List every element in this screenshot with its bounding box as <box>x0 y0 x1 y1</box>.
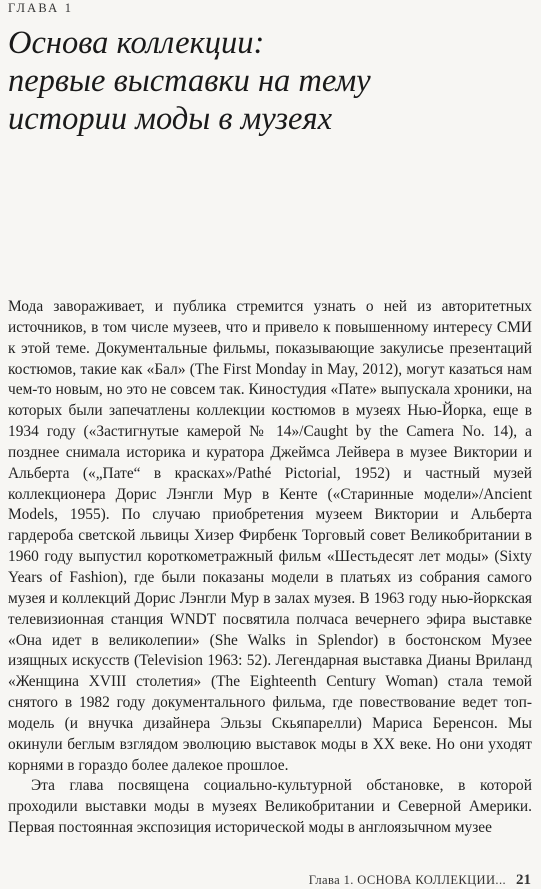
page-footer <box>309 872 531 889</box>
chapter-title-line: первые выставки на тему <box>8 63 371 99</box>
chapter-title <box>8 24 538 138</box>
body-text <box>8 297 532 839</box>
paragraph: Эта глава посвящена социально-культурной обстановке, в которой проходили выставки моды в музеях Великобритании и Северной Америки. Первая постоянная экспозиция исторической моды в англоязычном музее <box>8 777 532 837</box>
chapter-label: ГЛАВА 1 <box>8 1 74 15</box>
page-number: 21 <box>516 872 531 888</box>
paragraph: Мода завораживает, и публика стремится узнать о ней из авторитетных источников, в том числе музеев, что и привело к повышенному интересу СМИ к этой теме. Документальные фильмы, показывающие закулисье презентаций костюмов, такие как «Бал» (The First Monday in May, 2012), могут казаться нам чем-то новым, но это не совсем так. Киностудия «Пате» выпускала хроники, на которых были запечатлены коллекции костюмов в музеях Нью-Йорка, еще в 1934 году («Застигнутые камерой № 14»/Caught by the Camera No. 14), а позднее снимала историка и куратора Джеймса Лейвера в музее Виктории и Альберта («„Пате“ в красках»/Pathé Pictorial, 1952) и частный музей коллекционера Дорис Лэнгли Мур в Кенте («Старинные модели»/Ancient Models, 1955). По случаю приобретения музеем Виктории и Альберта гардероба светской львицы Хизер Фирбенк Торговый совет Великобритании в 1960 году выпустил короткометражный фильм «Шестьдесят лет моды» (Sixty Years of Fashion), где были показаны модели в платьях из собрания самого музея и коллекций Дорис Лэнгли Мур в залах музея. В 1963 году нью-йоркская телевизионная станция WNDT посвятила полчаса вечернего эфира выставке «Она идет в великолепии» (She Walks in Splendor) в бостонском Музее изящных искусств (Television 1963: 52). Легендарная выставка Дианы Вриланд «Женщина XVIII столетия» (The Eighteenth Century Woman) стала темой снятого в 1982 году документального фильма, где повествование ведет топ-модель (и внучка дизайнера Эльзы Скьяпарелли) Мариса Беренсон. Мы окинули беглым взглядом эволюцию выставок моды в XX веке. Но они уходят корнями в гораздо более далекое прошлое. <box>8 298 532 774</box>
running-head: Глава 1. ОСНОВА КОЛЛЕКЦИИ... <box>308 873 506 887</box>
chapter-title-line: истории моды в музеях <box>8 101 333 137</box>
chapter-title-line: Основа коллекции: <box>8 25 265 61</box>
